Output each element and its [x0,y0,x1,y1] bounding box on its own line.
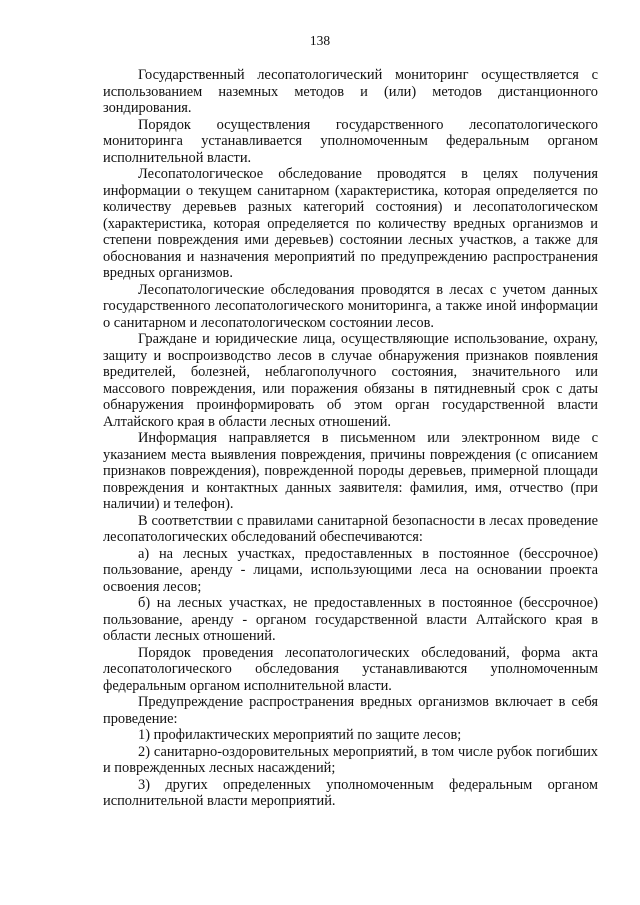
list-item-a: а) на лесных участках, предоставленных в постоянное (бессрочное) пользование, аренду - лицами, использующими леса на основании проекта освоения лесов; [103,545,598,595]
list-item-3: 3) других определенных уполномоченным федеральным органом исполнительной власти мероприятий. [103,776,598,809]
paragraph-reporting-obligation: Граждане и юридические лица, осуществляющие использование, охрану, защиту и воспроизводство лесов в случае обнаружения признаков появления вредителей, болезней, неблагополучного состояния, значительного или массового повреждения, или поражения обязаны в пятидневный срок с даты обнаружения проинформировать об этом орган государственной власти Алтайского края в области лесных отношений. [103,331,598,430]
list-item-2: 2) санитарно-оздоровительных мероприятий, в том числе рубок погибших и поврежденных лесных насаждений; [103,743,598,776]
list-item-b: б) на лесных участках, не предоставленных в постоянное (бессрочное) пользование, аренду - органом государственной власти Алтайского края в области лесных отношений. [103,595,598,644]
paragraph-monitoring-methods: Государственный лесопатологический мониторинг осуществляется с использованием наземных методов и (или) методов дистанционного зондирования. [103,67,598,116]
paragraph-survey-form: Порядок проведения лесопатологических обследований, форма акта лесопатологического обследования устанавливаются уполномоченным федеральным органом исполнительной власти. [103,644,598,694]
paragraph-survey-purpose: Лесопатологическое обследование проводятся в целях получения информации о текущем санитарном (характеристика, которая определяется по количеству деревьев разных категорий состояния) и лесопатологическом (характеристика, которая определяется по количеству вредных организмов и степени повреждения ими деревьев) состоянии лесных участков, а также для обоснования и назначения мероприятий по предупреждению распространения вредных организмов. [103,166,598,281]
document-body [103,67,598,810]
list-item-1: 1) профилактических мероприятий по защите лесов; [138,727,462,743]
paragraph-monitoring-procedure: Порядок осуществления государственного лесопатологического мониторинга устанавливается уполномоченным федеральным органом исполнительной власти. [103,116,598,166]
page-number: 138 [309,33,331,48]
paragraph-survey-responsibility: В соответствии с правилами санитарной безопасности в лесах проведение лесопатологических обследований обеспечиваются: [103,512,598,545]
paragraph-prevention-intro: Предупреждение распространения вредных организмов включает в себя проведение: [103,694,598,727]
paragraph-report-contents: Информация направляется в письменном или электронном виде с указанием места выявления повреждения, причины повреждения (с описанием признаков повреждения), поврежденной породы деревьев, примерной площади повреждения и контактных данных заявителя: фамилия, имя, отчество (при наличии) и телефон). [103,430,598,512]
paragraph-survey-basis: Лесопатологические обследования проводятся в лесах с учетом данных государственного лесопатологического мониторинга, а также иной информации о санитарном и лесопатологическом состоянии лесов. [103,281,598,331]
